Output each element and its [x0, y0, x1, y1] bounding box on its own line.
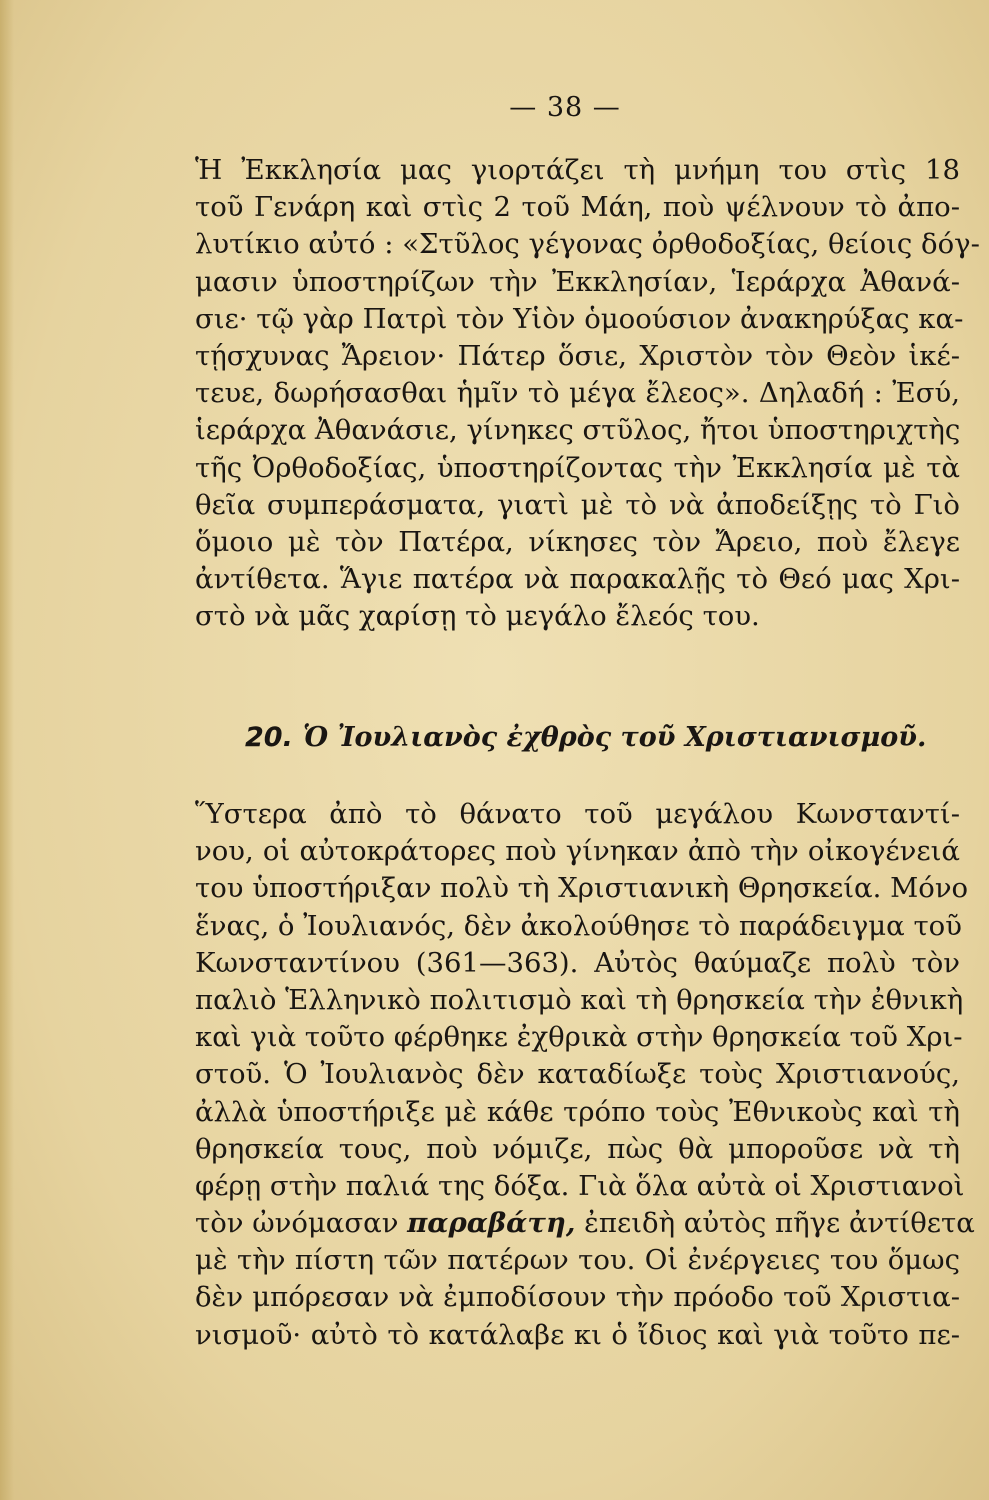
section-title: Ὁ Ἰουλιανὸς ἐχθρὸς τοῦ Χριστιανισμοῦ. — [302, 722, 927, 753]
text-line: Ἡ Ἐκκλησία μας γιορτάζει τὴ μνήμη του στὶς 18 — [195, 154, 960, 186]
text-line: ἀντίθετα. Ἅγιε πατέρα νὰ παρακαλῇς τὸ Θεό μας Χρι- — [195, 563, 960, 596]
text-line: καὶ γιὰ τοῦτο φέρθηκε ἐχθρικὰ στὴν θρησκεία τοῦ Χρι- — [195, 1021, 963, 1054]
section-heading — [245, 722, 960, 753]
text-line: Ὕστερα ἀπὸ τὸ θάνατο τοῦ μεγάλου Κωνσταντί- — [195, 798, 960, 830]
text-line: δὲν μπόρεσαν νὰ ἐμποδίσουν τὴν πρόοδο τοῦ Χριστια- — [195, 1281, 960, 1314]
text-line: ἱεράρχα Ἀθανάσιε, γίνηκες στῦλος, ἤτοι ὑποστηριχτὴς — [195, 414, 961, 447]
text-line: τευε, δωρήσασθαι ἡμῖν τὸ μέγα ἔλεος». Δηλαδή : Ἐσύ, — [195, 377, 960, 410]
text-line: λυτίκιο αὐτό : «Στῦλος γέγονας ὀρθοδοξίας, θείοις δόγ- — [195, 228, 980, 261]
text-line: φέρῃ στὴν παλιά της δόξα. Γιὰ ὅλα αὐτὰ οἱ Χριστιανοὶ — [195, 1169, 965, 1202]
text-line: παλιὸ Ἑλληνικὸ πολιτισμὸ καὶ τὴ θρησκεία τὴν ἐθνικὴ — [195, 983, 964, 1016]
paragraph-athanasius — [195, 152, 980, 635]
text-line: σιε· τῷ γὰρ Πατρὶ τὸν Υἱὸν ὁμοούσιον ἀνακηρύξας κα- — [195, 302, 964, 335]
text-fragment: ἐπειδὴ αὐτὸς πῆγε ἀντίθετα — [575, 1207, 975, 1240]
text-line: τῄσχυνας Ἄρειον· Πάτερ ὅσιε, Χριστὸν τὸν Θεὸν ἱκέ- — [195, 339, 960, 372]
text-line: ἀλλὰ ὑποστήριξε μὲ κάθε τρόπο τοὺς Ἐθνικοὺς καὶ τὴ — [195, 1095, 960, 1128]
text-line: νισμοῦ· αὐτὸ τὸ κατάλαβε κι ὁ ἴδιος καὶ γιὰ τοῦτο πε- — [195, 1318, 960, 1351]
text-fragment: τὸν ὠνόμασαν — [195, 1207, 408, 1240]
text-line: μὲ τὴν πίστη τῶν πατέρων του. Οἱ ἐνέργειες του ὅμως — [195, 1244, 960, 1277]
paragraph-julian — [195, 796, 975, 1354]
text-line: Κωνσταντίνου (361—363). Αὐτὸς θαύμαζε πολὺ τὸν — [195, 946, 960, 979]
text-line: ἕνας, ὁ Ἰουλιανός, δὲν ἀκολούθησε τὸ παράδειγμα τοῦ — [195, 909, 962, 942]
section-number: 20. — [245, 722, 293, 753]
page-number: — 38 — — [509, 92, 621, 123]
text-line: μασιν ὑποστηρίζων τὴν Ἐκκλησίαν, Ἱεράρχα Ἀθανά- — [195, 265, 960, 298]
text-line: ὅμοιο μὲ τὸν Πατέρα, νίκησες τὸν Ἄρειο, ποὺ ἔλεγε — [195, 525, 960, 558]
text-line: στὸ νὰ μᾶς χαρίσῃ τὸ μεγάλο ἔλεός του. — [195, 600, 760, 633]
text-line: του ὑποστήριξαν πολὺ τὴ Χριστιανικὴ Θρησκεία. Μόνο — [195, 872, 969, 905]
emphasized-word: παραβάτη, — [407, 1207, 576, 1240]
text-line: τοῦ Γενάρη καὶ στὶς 2 τοῦ Μάη, ποὺ ψέλνουν τὸ ἀπο- — [195, 191, 960, 224]
text-line — [195, 1205, 975, 1242]
text-line: τῆς Ὀρθοδοξίας, ὑποστηρίζοντας τὴν Ἐκκλησία μὲ τὰ — [195, 451, 960, 484]
text-line: θεῖα συμπεράσματα, γιατὶ μὲ τὸ νὰ ἀποδείξῃς τὸ Γιὸ — [195, 488, 960, 521]
text-line: στοῦ. Ὁ Ἰουλιανὸς δὲν καταδίωξε τοὺς Χριστιανούς, — [195, 1058, 960, 1091]
text-line: θρησκεία τους, ποὺ νόμιζε, πὼς θὰ μποροῦσε νὰ τὴ — [195, 1132, 960, 1165]
text-line: νου, οἱ αὐτοκράτορες ποὺ γίνηκαν ἀπὸ τὴν οἰκογένειά — [195, 835, 960, 868]
page-edge-shadow — [0, 0, 14, 1500]
